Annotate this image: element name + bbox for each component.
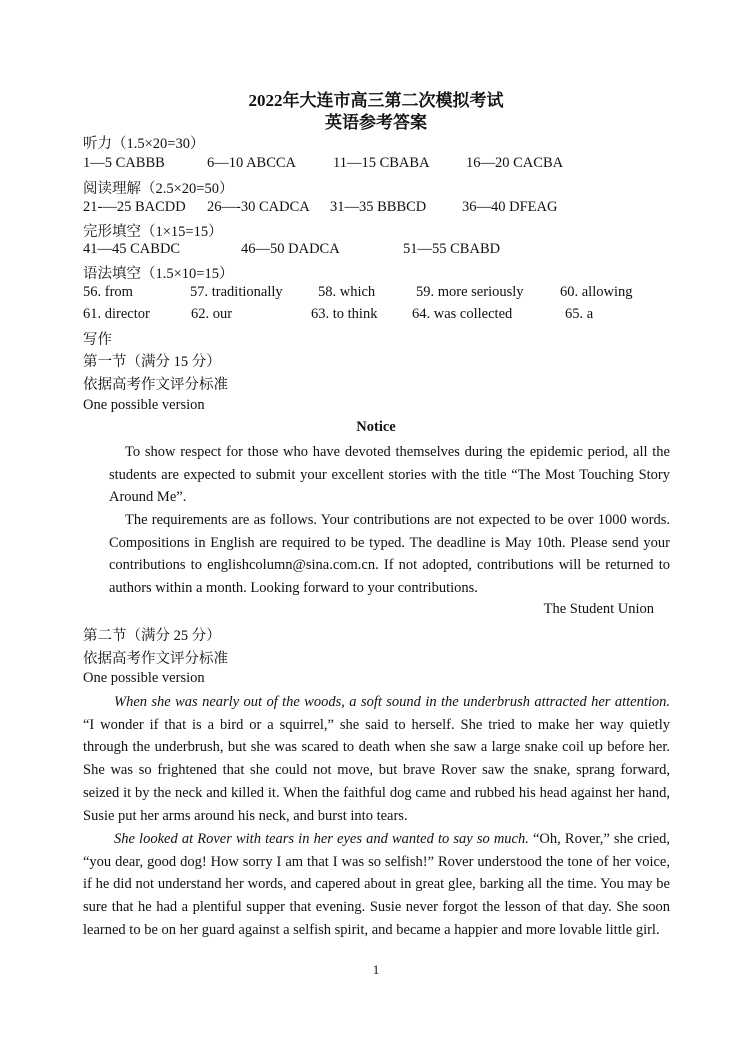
story-continuation: “I wonder if that is a bird or a squirrel,” she said to herself. She tried to make her way quietly through the underbrush, but she was scared to death when she saw a large snake coil up before her. She was so frightened that she could not move, but brave Rover saw the snake, sprang forward, seized it by the neck and killed it. When the faithful dog came and rubbed his head against her hand, Susie put her arms around his neck, and burst into tears. [83,716,670,824]
cloze-answer: 51—55 CBABD [403,241,501,257]
grammar-answer: 65. a [565,306,594,322]
reading-answer: 21-—25 BACDD [83,199,186,215]
listening-heading: 听力（1.5×20=30） [83,136,205,152]
listening-answer: 16—20 CACBA [466,155,564,171]
document-subtitle: 英语参考答案 [325,113,427,132]
grammar-answer: 60. allowing [560,284,633,300]
story-given-sentence: When she was nearly out of the woods, a soft sound in the underbrush attracted her attention. [114,694,670,710]
section1-heading: 第一节（满分 15 分） [83,354,221,370]
section1-criteria: 依据高考作文评分标准 [83,377,228,393]
section1-version: One possible version [83,397,205,413]
grammar-answer: 63. to think [311,306,378,322]
grammar-answer: 58. which [318,284,376,300]
reading-heading: 阅读理解（2.5×20=50） [83,181,234,197]
grammar-answer: 59. more seriously [416,284,524,300]
notice-paragraph: To show respect for those who have devoted themselves during the epidemic period, all the students are expected to submit your excellent stories with the title “The Most Touching Story Around Me”. [109,444,670,506]
reading-answer: 36—40 DFEAG [462,199,558,215]
grammar-answer: 56. from [83,284,133,300]
notice-signature: The Student Union [543,601,654,617]
writing-heading: 写作 [83,332,112,348]
cloze-answer: 41—45 CABDC [83,241,181,257]
story-paragraph [83,691,670,827]
grammar-answer: 61. director [83,306,150,322]
reading-answer: 31—35 BBBCD [330,199,427,215]
story-paragraph [83,828,670,942]
notice-paragraph: The requirements are as follows. Your contributions are not expected to be over 1000 words. Compositions in English are required to be typed. The deadline is May 10th. Please send your contributions to englishcolumn@sina.com.cn. If not adopted, contributions will be returned to authors within a month. Looking forward to your contributions. [109,512,670,597]
cloze-heading: 完形填空（1×15=15） [83,224,223,240]
section2-criteria: 依据高考作文评分标准 [83,651,228,667]
grammar-answer: 62. our [191,306,233,322]
grammar-answer: 64. was collected [412,306,513,322]
grammar-answer: 57. traditionally [190,284,283,300]
section2-heading: 第二节（满分 25 分） [83,628,221,644]
story-continuation: “Oh, Rover,” she cried, “you dear, good dog! How sorry I am that I was so selfish!” Rover understood the tone of her voice, if he did not understand her words, and capered about in great glee, barking all the time. You may be sure that he had a plentiful supper that evening. Susie never forgot the lesson of that day. She soon learned to be on her guard against a selfish spirit, and became a happier and more lovable little girl. [83,831,670,938]
listening-answer: 6—10 ABCCA [207,155,297,171]
notice-title: Notice [356,419,396,435]
section2-version: One possible version [83,670,205,686]
reading-answer: 26—-30 CADCA [207,199,310,215]
page-number: 1 [372,962,380,977]
listening-answer: 11—15 CBABA [333,155,430,171]
document-title: 2022年大连市高三第二次模拟考试 [248,91,504,110]
listening-answer: 1—5 CABBB [83,155,165,171]
story-given-sentence: She looked at Rover with tears in her eyes and wanted to say so much. [114,831,529,847]
cloze-answer: 46—50 DADCA [241,241,340,257]
grammar-heading: 语法填空（1.5×10=15） [83,266,234,282]
